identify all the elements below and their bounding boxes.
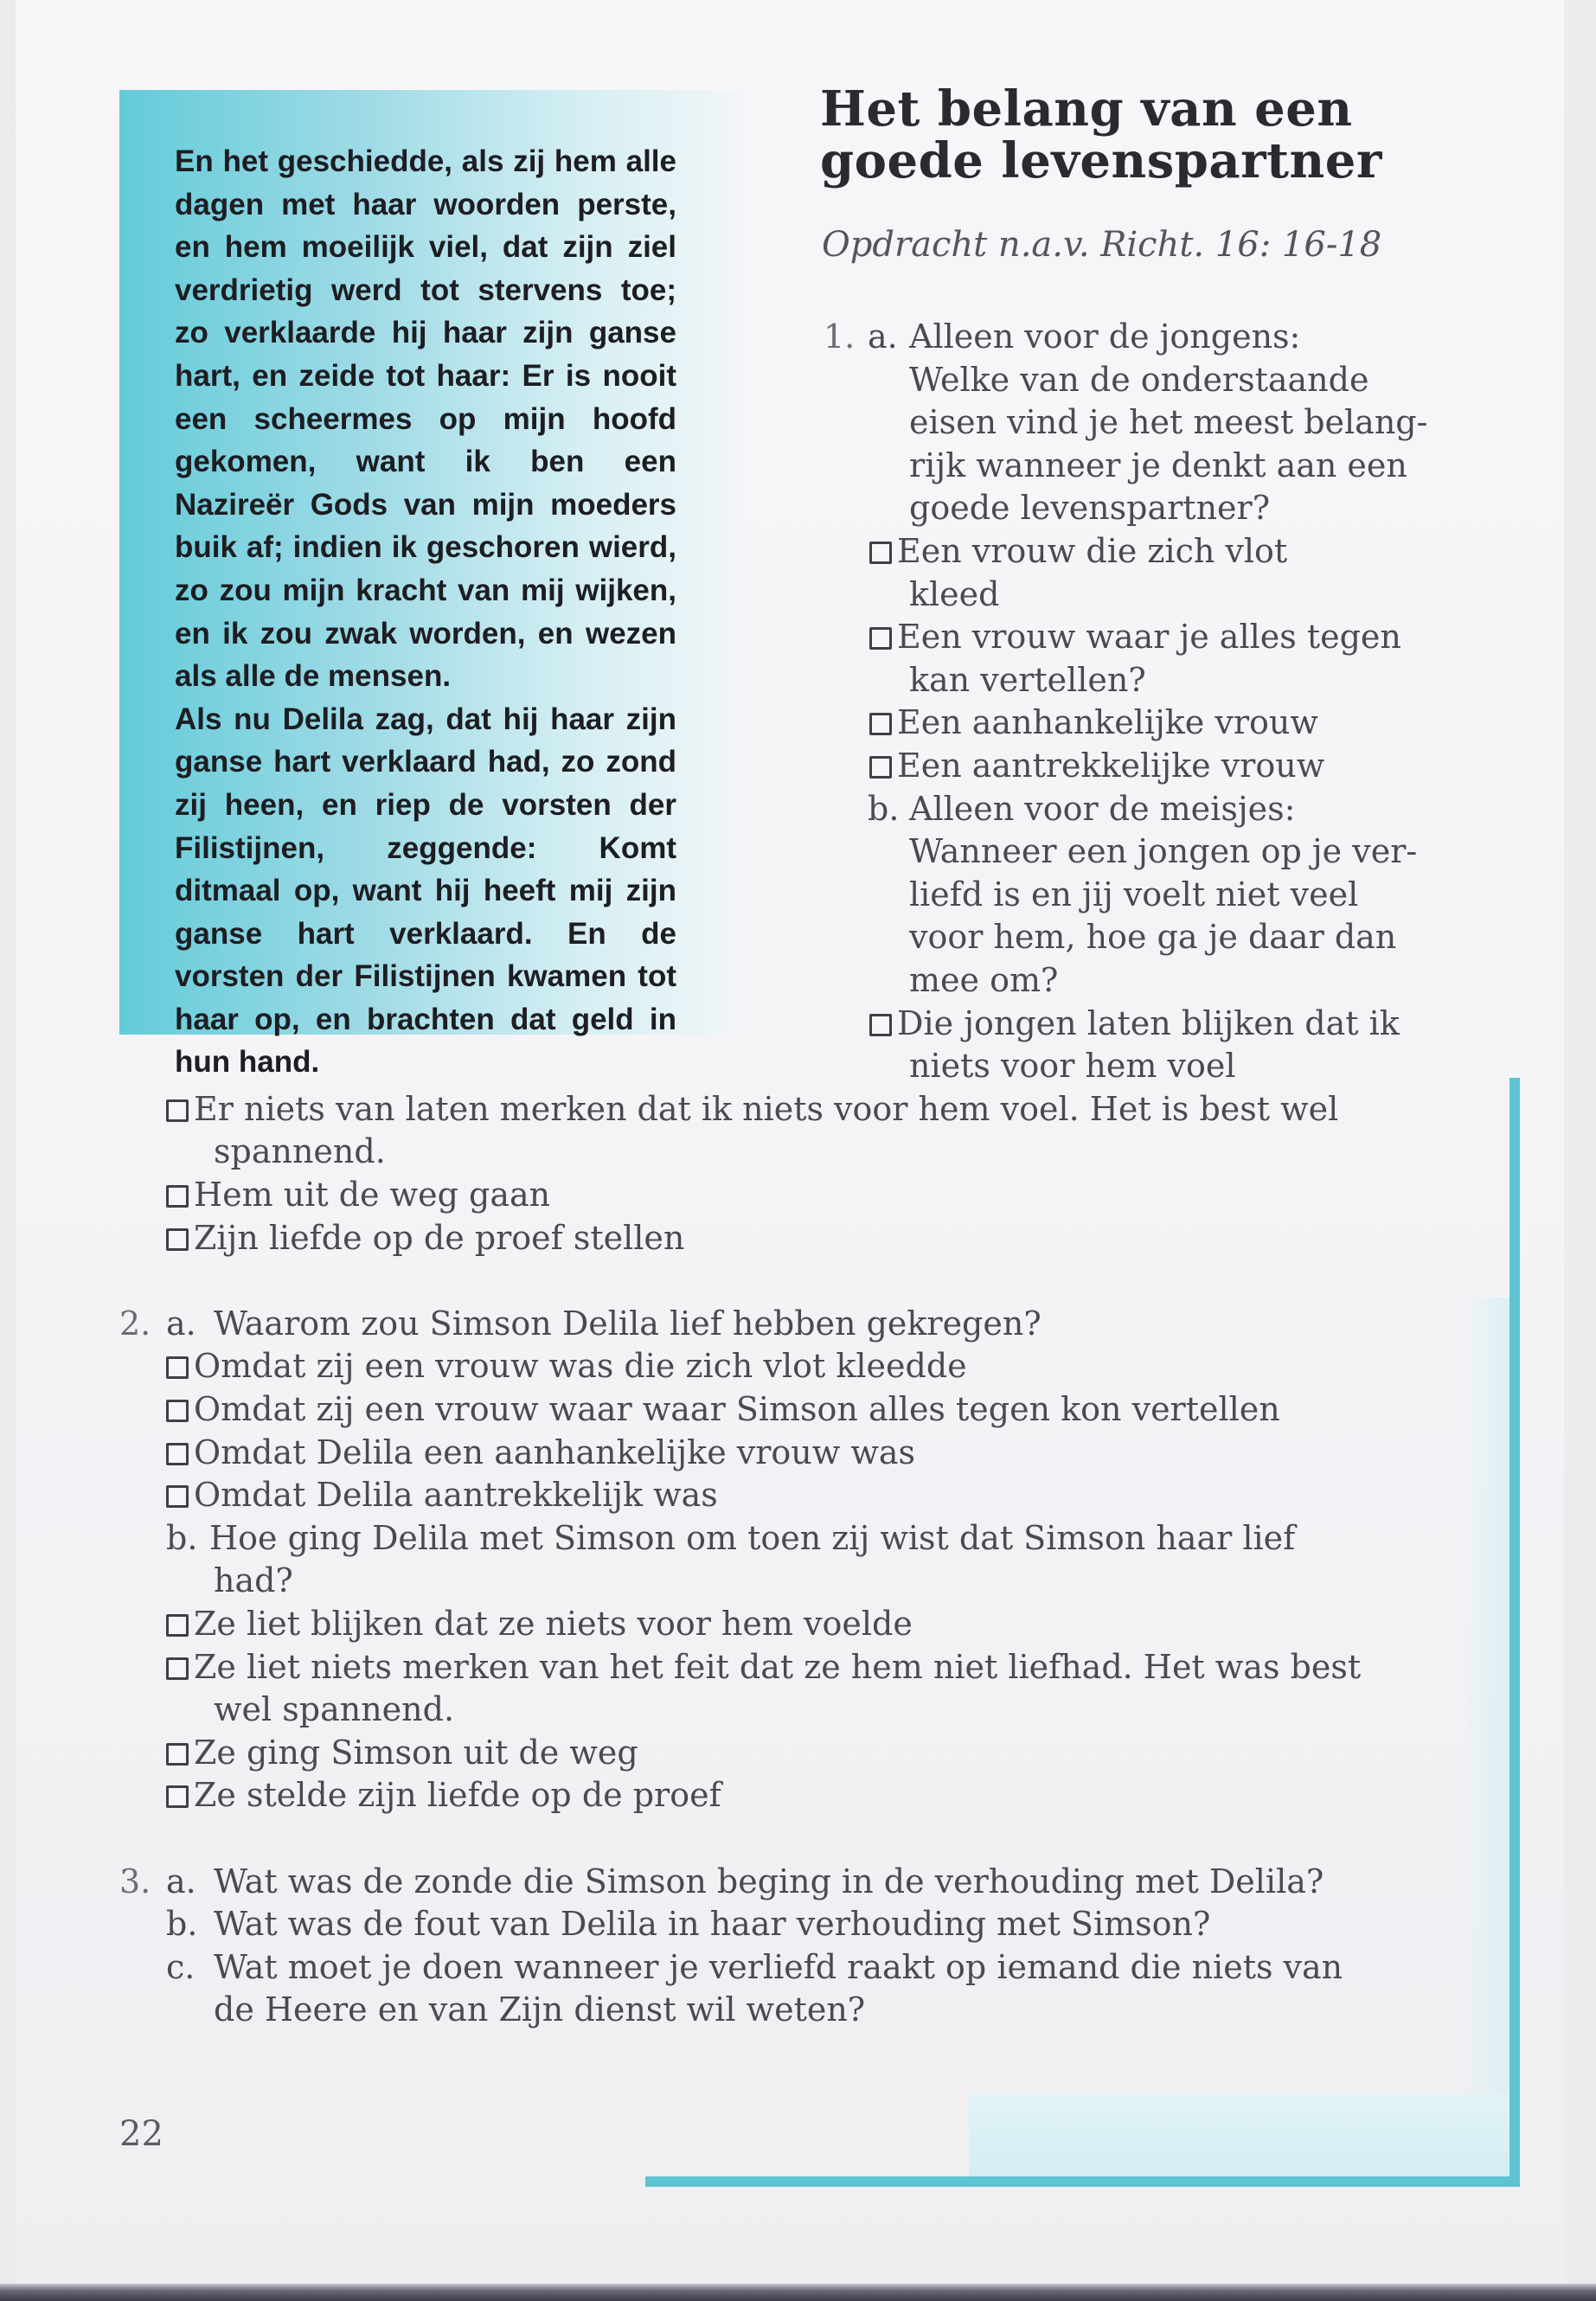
checkbox-icon[interactable] bbox=[869, 542, 892, 564]
question-3c-label: c. bbox=[166, 1947, 195, 1986]
checkbox-icon[interactable] bbox=[166, 1099, 189, 1122]
question-3c-text: Wat moet je doen wanneer je verliefd raakt op iemand die niets van bbox=[214, 1947, 1343, 1986]
option-row[interactable] bbox=[166, 1345, 967, 1388]
question-1b-line: mee om? bbox=[909, 961, 1059, 999]
checkbox-icon[interactable] bbox=[166, 1356, 189, 1379]
option-row[interactable] bbox=[166, 1432, 915, 1475]
option-row[interactable] bbox=[166, 1088, 1338, 1131]
assignment-subtitle: Opdracht n.a.v. Richt. 16: 16-18 bbox=[822, 225, 1382, 265]
option-row[interactable] bbox=[166, 1646, 1361, 1689]
option-text: Ze stelde zijn liefde op de proef bbox=[194, 1776, 721, 1815]
decorative-tint-vertical bbox=[1462, 1298, 1509, 2102]
option-text: Omdat Delila aantrekkelijk was bbox=[194, 1476, 718, 1515]
question-2a-text: Waarom zou Simson Delila lief hebben gekregen? bbox=[214, 1304, 1042, 1343]
page-title: Het belang van een goede levenspartner bbox=[820, 80, 1382, 189]
checkbox-icon[interactable] bbox=[166, 1485, 189, 1508]
option-text-continued: wel spannend. bbox=[214, 1690, 455, 1729]
option-text: Omdat zij een vrouw waar waar Simson alles tegen kon vertellen bbox=[194, 1390, 1280, 1428]
option-text-continued: niets voor hem voel bbox=[909, 1047, 1236, 1086]
option-text: Zijn liefde op de proef stellen bbox=[194, 1218, 685, 1257]
question-3a-label: a. bbox=[166, 1862, 196, 1900]
question-2-number: 2. bbox=[119, 1304, 151, 1343]
question-3b-label: b. bbox=[166, 1905, 198, 1944]
option-row[interactable] bbox=[166, 1388, 1280, 1432]
checkbox-icon[interactable] bbox=[869, 713, 892, 735]
decorative-tint-horizontal bbox=[969, 2093, 1509, 2176]
question-3-number: 3. bbox=[119, 1862, 151, 1900]
checkbox-icon[interactable] bbox=[166, 1185, 189, 1208]
option-text-continued: spannend. bbox=[214, 1132, 386, 1171]
option-row[interactable] bbox=[166, 1474, 718, 1517]
option-text: Omdat Delila een aanhankelijke vrouw was bbox=[194, 1433, 916, 1471]
question-3a-text: Wat was de zonde die Simson beging in de verhouding met Delila? bbox=[214, 1862, 1324, 1900]
question-2b-text-continued: had? bbox=[214, 1561, 293, 1600]
question-2a-label: a. bbox=[166, 1304, 196, 1343]
question-1a-label: a. bbox=[868, 317, 898, 356]
option-row[interactable] bbox=[166, 1774, 721, 1817]
option-text: Hem uit de weg gaan bbox=[194, 1176, 551, 1214]
question-1a-line: Welke van de onderstaande bbox=[909, 360, 1369, 399]
option-text: Ze liet niets merken van het feit dat ze hem niet liefhad. Het was best bbox=[194, 1647, 1362, 1686]
option-text: Er niets van laten merken dat ik niets voor hem voel. Het is best wel bbox=[194, 1089, 1339, 1128]
option-text-continued: kan vertellen? bbox=[909, 660, 1146, 699]
checkbox-icon[interactable] bbox=[869, 756, 892, 779]
question-1b-label: b. bbox=[868, 789, 900, 828]
scripture-paragraph-1: En het geschiedde, als zij hem alle dagen met haar woorden perste, en hem moeilijk viel, dat zijn ziel verdrietig werd tot stervens toe; zo verklaarde hij haar zijn ganse hart, en zeide tot haar: Er is nooit een scheermes op mijn hoofd gekomen, want ik ben een Nazireër Gods van mijn moeders buik af; indien ik geschoren wierd, zo zou mijn kracht van mij wijken, en ik zou zwak worden, en wezen als alle de mensen. bbox=[175, 144, 676, 694]
question-1b-line: liefd is en jij voelt niet veel bbox=[909, 875, 1359, 913]
option-text: Ze liet blijken dat ze niets voor hem voelde bbox=[194, 1605, 913, 1643]
option-row[interactable] bbox=[166, 1732, 638, 1775]
option-text: Een aantrekkelijke vrouw bbox=[897, 747, 1325, 785]
question-3b-text: Wat was de fout van Delila in haar verhouding met Simson? bbox=[214, 1905, 1211, 1944]
option-row[interactable] bbox=[869, 745, 1324, 788]
option-text: Een vrouw die zich vlot bbox=[897, 532, 1288, 570]
checkbox-icon[interactable] bbox=[166, 1614, 189, 1637]
option-row[interactable] bbox=[166, 1174, 550, 1217]
option-row[interactable] bbox=[869, 702, 1318, 745]
option-text: Een aanhankelijke vrouw bbox=[897, 703, 1318, 742]
question-1b-line: voor hem, hoe ga je daar dan bbox=[909, 918, 1397, 957]
question-2b-text: Hoe ging Delila met Simson om toen zij wist dat Simson haar lief bbox=[209, 1518, 1296, 1557]
question-2b-label: b. bbox=[166, 1518, 198, 1557]
question-1a-line: rijk wanneer je denkt aan een bbox=[909, 445, 1407, 484]
decorative-frame-vertical bbox=[1509, 1078, 1520, 2187]
page-number: 22 bbox=[119, 2114, 163, 2154]
question-1b-line: Wanneer een jongen op je ver- bbox=[909, 832, 1418, 871]
option-row[interactable] bbox=[869, 616, 1401, 659]
question-1a-line: goede levenspartner? bbox=[909, 489, 1271, 528]
decorative-frame-horizontal bbox=[645, 2176, 1520, 2187]
checkbox-icon[interactable] bbox=[166, 1228, 189, 1251]
question-1-number: 1. bbox=[824, 317, 856, 356]
checkbox-icon[interactable] bbox=[166, 1443, 189, 1465]
option-text: Een vrouw waar je alles tegen bbox=[897, 618, 1401, 657]
page-edge-shadow bbox=[0, 2284, 1596, 2301]
checkbox-icon[interactable] bbox=[869, 1014, 892, 1036]
question-1b-line: Alleen voor de meisjes: bbox=[909, 789, 1296, 828]
question-3c-text-continued: de Heere en van Zijn dienst wil weten? bbox=[214, 1990, 866, 2029]
checkbox-icon[interactable] bbox=[166, 1743, 189, 1766]
question-1a-line: eisen vind je het meest belang- bbox=[909, 403, 1428, 442]
option-row[interactable] bbox=[869, 530, 1287, 574]
checkbox-icon[interactable] bbox=[166, 1400, 189, 1422]
question-1a-line: Alleen voor de jongens: bbox=[909, 317, 1301, 356]
scripture-text bbox=[175, 140, 676, 1084]
option-text: Ze ging Simson uit de weg bbox=[194, 1733, 638, 1772]
checkbox-icon[interactable] bbox=[166, 1657, 189, 1680]
option-row[interactable] bbox=[166, 1603, 913, 1646]
checkbox-icon[interactable] bbox=[166, 1785, 189, 1808]
scripture-paragraph-2: Als nu Delila zag, dat hij haar zijn ganse hart verklaard had, zo zond zij heen, en riep de vorsten der Filistijnen, zeggende: Komt ditmaal op, want hij heeft mij zijn ganse hart verklaard. En de vorsten der Filistijnen kwamen tot haar op, en brachten dat geld in hun hand. bbox=[175, 702, 676, 1080]
checkbox-icon[interactable] bbox=[869, 627, 892, 650]
option-text-continued: kleed bbox=[909, 574, 1000, 613]
option-text: Omdat zij een vrouw was die zich vlot kleedde bbox=[194, 1347, 967, 1386]
option-row[interactable] bbox=[869, 1003, 1400, 1046]
option-text: Die jongen laten blijken dat ik bbox=[897, 1003, 1400, 1042]
option-row[interactable] bbox=[166, 1217, 684, 1260]
